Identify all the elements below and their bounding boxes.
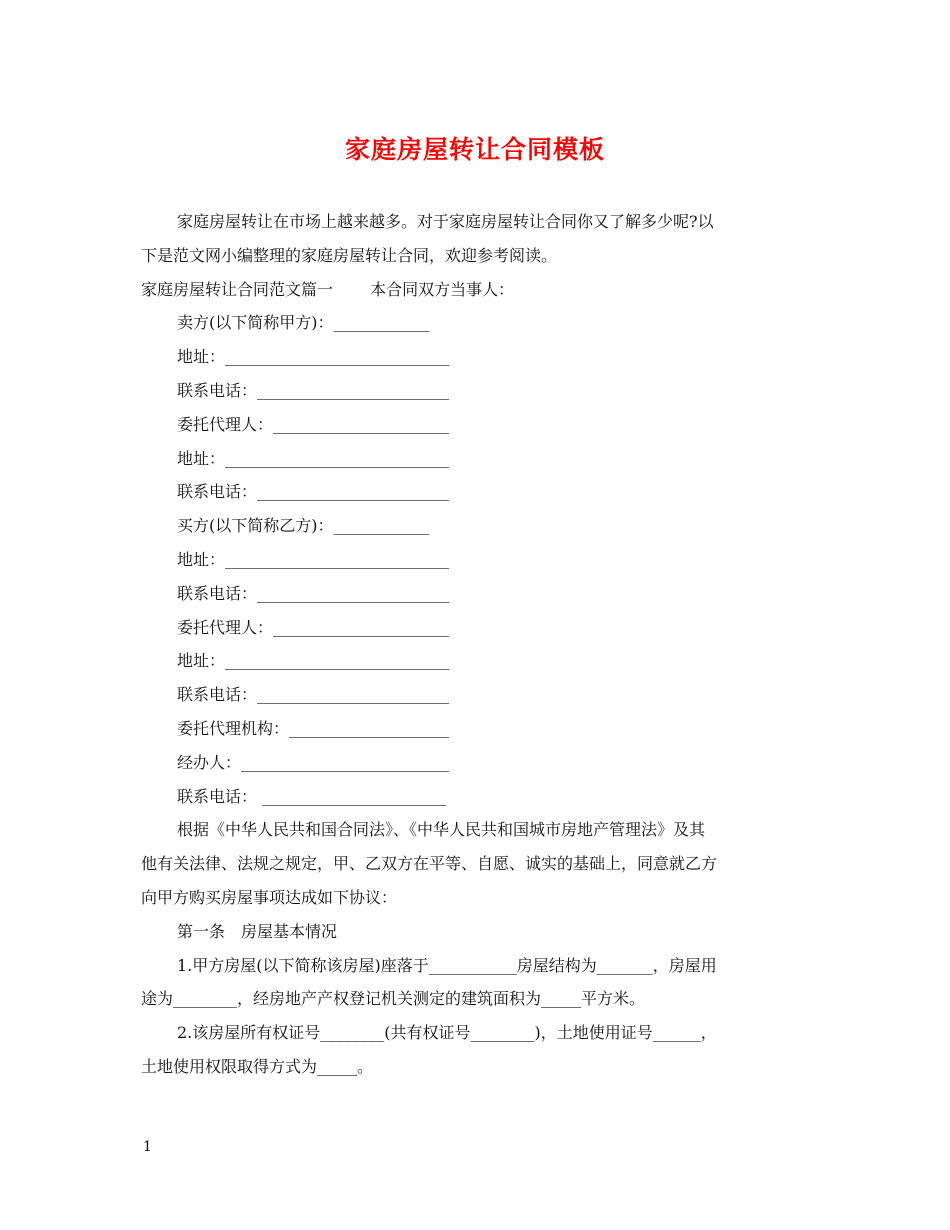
field-seller-agent: 委托代理人：______________________ [177, 414, 450, 434]
field-seller-phone: 联系电话：________________________ [177, 380, 450, 400]
basis-paragraph-line-2: 他有关法律、法规之规定，甲、乙双方在平等、自愿、诚实的基础上，同意就乙方 [141, 854, 718, 874]
field-buyer-agent-phone: 联系电话：________________________ [177, 685, 450, 705]
clause-2-line-1: 2.该房屋所有权证号________(共有权证号________)，土地使用证号______， [177, 1023, 717, 1043]
field-agency: 委托代理机构：____________________ [177, 718, 450, 738]
field-buyer-agent: 委托代理人：______________________ [177, 617, 450, 637]
clause-2-line-2: 土地使用权限取得方式为_____。 [141, 1056, 374, 1076]
field-buyer: 买方(以下简称乙方)：____________ [177, 516, 430, 536]
field-seller-agent-address: 地址：____________________________ [177, 448, 450, 468]
field-handler: 经办人：__________________________ [177, 752, 450, 772]
document-body [141, 205, 813, 1084]
intro-paragraph-line-2: 下是范文网小编整理的家庭房屋转让合同，欢迎参考阅读。 [141, 245, 558, 265]
field-seller: 卖方(以下简称甲方)：____________ [177, 313, 430, 333]
field-seller-address: 地址：____________________________ [177, 347, 450, 367]
intro-paragraph-line-1: 家庭房屋转让在市场上越来越多。对于家庭房屋转让合同你又了解多少呢?以 [177, 212, 714, 231]
section-heading: 家庭房屋转让合同范文篇一 本合同双方当事人： [141, 279, 515, 299]
field-handler-phone: 联系电话： _______________________ [177, 786, 447, 806]
field-buyer-agent-address: 地址：____________________________ [177, 651, 450, 671]
page-number: 1 [143, 1139, 152, 1155]
basis-paragraph-line-1: 根据《中华人民共和国合同法》、《中华人民共和国城市房地产管理法》及其 [177, 820, 706, 840]
clause-1-line-1: 1.甲方房屋(以下简称该房屋)座落于___________房屋结构为_______，房屋用 [177, 955, 717, 975]
field-seller-agent-phone: 联系电话：________________________ [177, 482, 450, 502]
field-buyer-phone: 联系电话：________________________ [177, 583, 450, 603]
basis-paragraph-line-3: 向甲方购买房屋事项达成如下协议： [141, 887, 398, 907]
field-buyer-address: 地址：____________________________ [177, 549, 450, 569]
document-title: 家庭房屋转让合同模板 [344, 135, 605, 164]
clause-1-line-2: 途为________，经房地产产权登记机关测定的建筑面积为_____平方米。 [141, 989, 646, 1009]
article-1-title: 第一条 房屋基本情况 [177, 921, 338, 941]
